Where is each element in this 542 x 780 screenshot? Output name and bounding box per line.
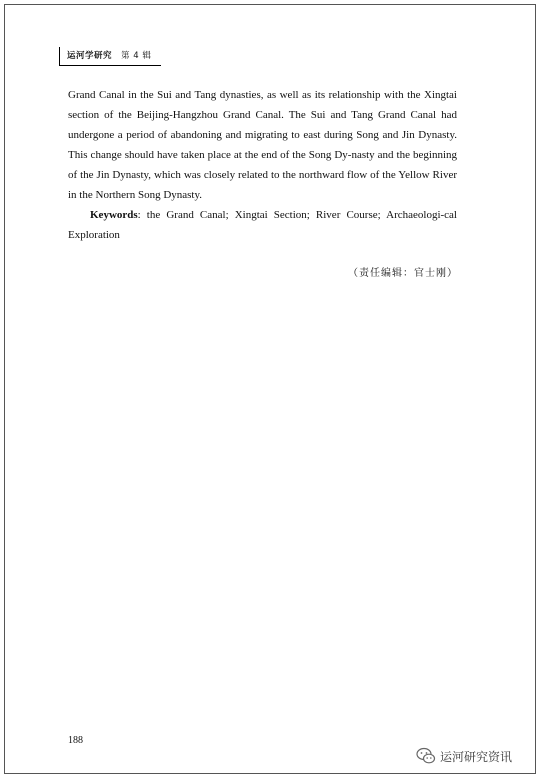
journal-title: 运河学研究 bbox=[67, 51, 113, 61]
keywords-paragraph bbox=[68, 205, 457, 245]
keywords-label: Keywords bbox=[90, 209, 138, 221]
issue-number: 第 4 辑 bbox=[121, 51, 152, 61]
responsible-editor: （责任编辑：官士刚） bbox=[348, 268, 458, 279]
keywords-list: : the Grand Canal; Xingtai Section; River Course; Archaeologi-cal Exploration bbox=[68, 209, 457, 241]
abstract-body: Grand Canal in the Sui and Tang dynasties, as well as its relationship with the Xingtai section of the Beijing-Hangzhou Grand Canal. The Sui and Tang Grand Canal had undergone a period of abandoning and migrating to east during Song and Jin Dynasty. This change should have taken place at the end of the Song Dy-nasty and the beginning of the Jin Dynasty, which was closely related to the northward flow of the Yellow River in the Northern Song Dynasty. bbox=[68, 89, 457, 201]
wechat-icon bbox=[416, 747, 436, 765]
page-number: 188 bbox=[68, 735, 83, 746]
wechat-watermark bbox=[416, 744, 512, 768]
english-abstract bbox=[68, 85, 457, 245]
watermark-text: 运河研究资讯 bbox=[440, 749, 513, 764]
running-head bbox=[59, 47, 161, 66]
